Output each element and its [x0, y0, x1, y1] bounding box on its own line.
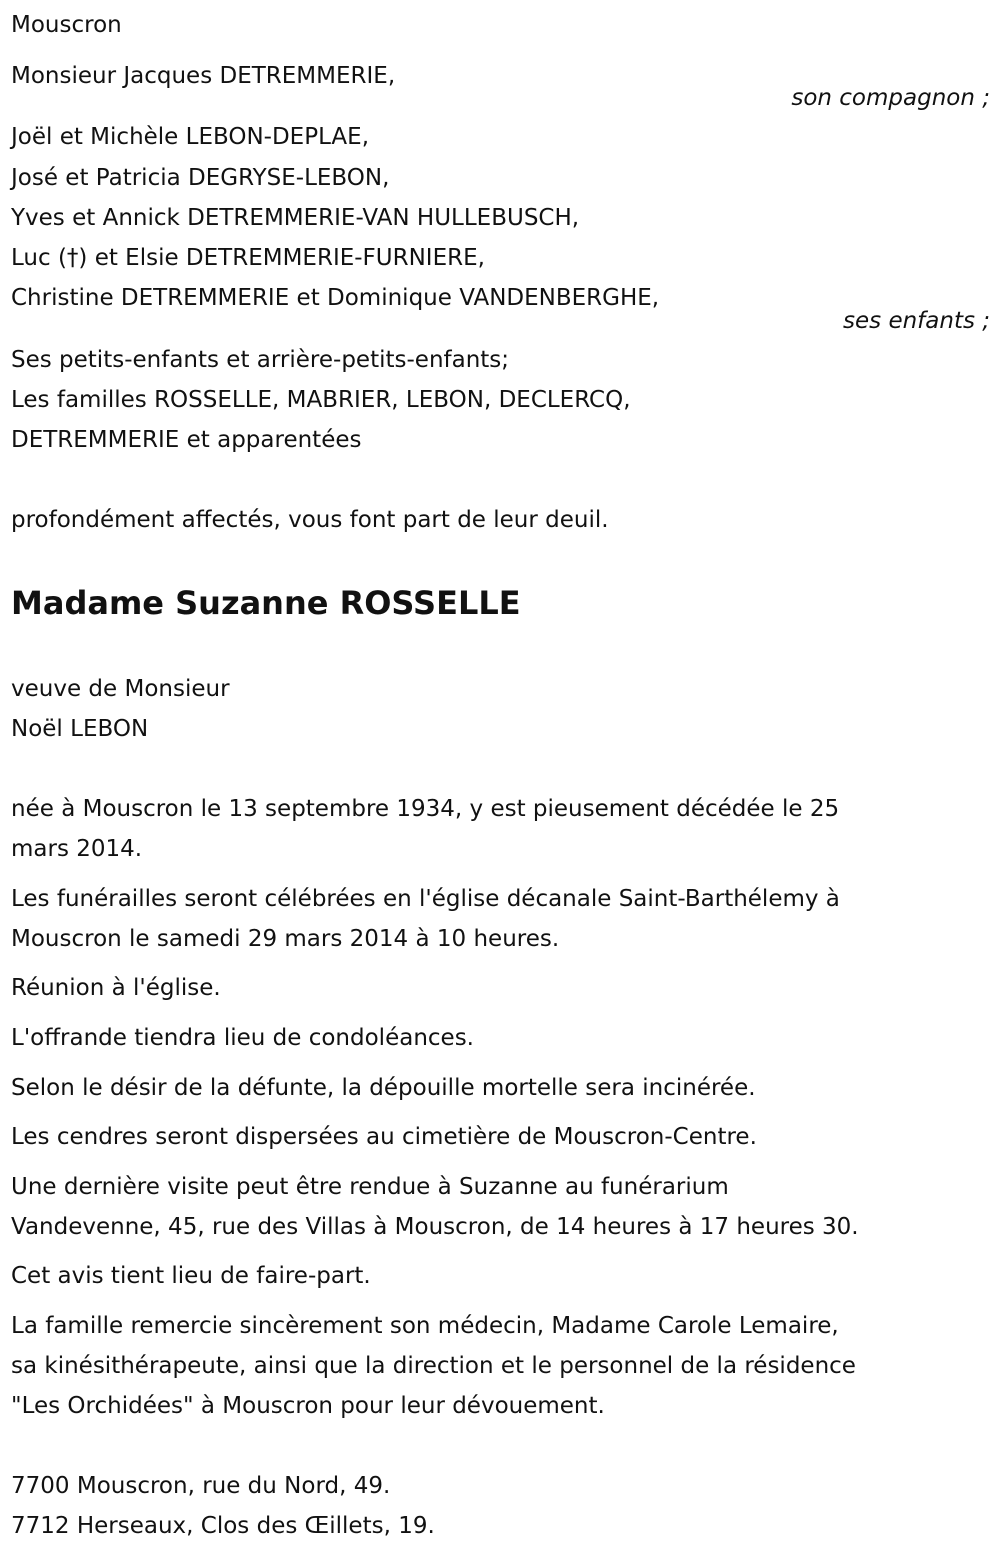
children-role: ses enfants ;: [843, 308, 990, 334]
widow-line: Noël LEBON: [11, 716, 149, 742]
family-line: Ses petits-enfants et arrière-petits-enfants;: [11, 347, 510, 373]
address-line: 7712 Herseaux, Clos des Œillets, 19.: [11, 1513, 435, 1539]
child-line: Christine DETREMMERIE et Dominique VANDENBERGHE,: [11, 285, 660, 311]
body-line: Cet avis tient lieu de faire-part.: [11, 1263, 371, 1289]
body-line: Une dernière visite peut être rendue à Suzanne au funérarium: [11, 1174, 729, 1200]
family-line: DETREMMERIE et apparentées: [11, 427, 362, 453]
companion-role: son compagnon ;: [791, 85, 990, 111]
body-line: Réunion à l'église.: [11, 975, 221, 1001]
child-line: Joël et Michèle LEBON-DEPLAE,: [11, 124, 370, 150]
child-line: José et Patricia DEGRYSE-LEBON,: [11, 165, 390, 191]
body-line: Les funérailles seront célébrées en l'église décanale Saint-Barthélemy à: [11, 886, 840, 912]
body-line: Selon le désir de la défunte, la dépouille mortelle sera incinérée.: [11, 1075, 756, 1101]
body-line: L'offrande tiendra lieu de condoléances.: [11, 1025, 474, 1051]
widow-line: veuve de Monsieur: [11, 676, 230, 702]
place: Mouscron: [11, 12, 122, 38]
body-line: La famille remercie sincèrement son médecin, Madame Carole Lemaire,: [11, 1313, 839, 1339]
family-line: Les familles ROSSELLE, MABRIER, LEBON, DECLERCQ,: [11, 387, 631, 413]
body-line: Mouscron le samedi 29 mars 2014 à 10 heures.: [11, 926, 560, 952]
deceased-name: Madame Suzanne ROSSELLE: [11, 584, 521, 622]
body-line: "Les Orchidées" à Mouscron pour leur dévouement.: [11, 1393, 605, 1419]
child-line: Yves et Annick DETREMMERIE-VAN HULLEBUSCH,: [11, 205, 580, 231]
body-line: sa kinésithérapeute, ainsi que la direction et le personnel de la résidence: [11, 1353, 856, 1379]
body-line: mars 2014.: [11, 836, 143, 862]
body-line: Les cendres seront dispersées au cimetière de Mouscron-Centre.: [11, 1124, 757, 1150]
body-line: Vandevenne, 45, rue des Villas à Mouscron, de 14 heures à 17 heures 30.: [11, 1214, 859, 1240]
address-line: 7700 Mouscron, rue du Nord, 49.: [11, 1473, 391, 1499]
companion-name: Monsieur Jacques DETREMMERIE,: [11, 63, 396, 89]
child-line: Luc (†) et Elsie DETREMMERIE-FURNIERE,: [11, 245, 485, 271]
announcement: profondément affectés, vous font part de leur deuil.: [11, 507, 609, 533]
body-line: née à Mouscron le 13 septembre 1934, y est pieusement décédée le 25: [11, 796, 840, 822]
